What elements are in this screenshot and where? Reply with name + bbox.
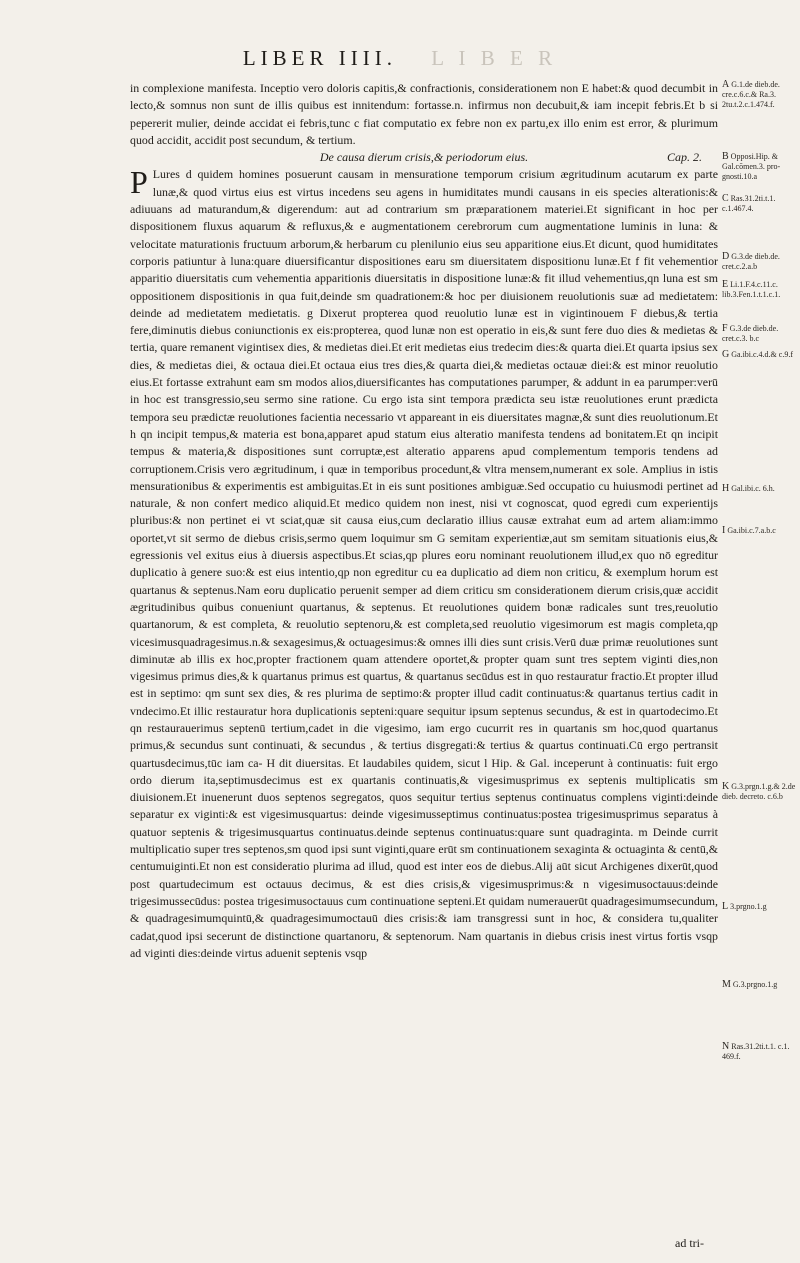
margin-note: E Li.1.F.4.c.11.c. lib.3.Fen.1.t.1.c.1.	[722, 279, 781, 299]
margin-note: N Ras.31.2ti.t.1. c.1. 469.f.	[722, 1041, 790, 1061]
drop-capital: P	[130, 164, 148, 201]
running-title: LIBER IIII.	[242, 46, 397, 70]
margin-note: H Gal.ibi.c. 6.h.	[722, 483, 775, 494]
chapter-number: Cap. 2.	[666, 150, 702, 165]
main-text-column	[130, 80, 718, 962]
page-header	[0, 46, 800, 71]
margin-note: G Ga.ibi.c.4.d.& c.9.f	[722, 349, 793, 360]
margin-note: D G.3.de dieb.de. cret.c.2.a.b	[722, 251, 780, 271]
paragraph-1: in complexione manifesta. Inceptio vero doloris capitis,& confractionis, considerationem non E habet:& quod decumbit in lecto,& somnus non sunt de illis quibus est innitendum: fortasse.n. infirmus non decubuit,& iam incepit febris.Et b si pepererit mulier, deinde accidat ei febris,tunc c fiat computatio ex febre non ex partu,ex illo enim est error, & plurimum quod accidit, accidit post secundum, & tertium.	[130, 81, 718, 147]
margin-note: I Ga.ibi.c.7.a.b.c	[722, 525, 776, 536]
margin-note: M G.3.prgno.1.g	[722, 979, 778, 990]
bleed-through-title: L I B E R	[431, 46, 558, 70]
margin-note: F G.3.de dieb.de. cret.c.3. b.c	[722, 323, 779, 343]
margin-note: L 3.prgno.1.g	[722, 901, 767, 912]
margin-note: B Opposi.Hip. & Gal.cōmen.3. pro- gnosti.10.a	[722, 151, 781, 181]
chapter-title: De causa dierum crisis,& periodorum eius.	[319, 150, 529, 165]
margin-note: K G.3.prgn.1.g.& 2.de dieb. decreto. c.6.b	[722, 781, 796, 801]
paragraph-2	[130, 166, 718, 962]
catchword: ad tri-	[675, 1236, 704, 1250]
margin-note: A G.1.de dieb.de. cre.c.6.c.& Ra.3. 2tu.t.2.c.1.474.f.	[722, 79, 780, 109]
chapter-heading	[130, 149, 718, 166]
margin-note: C Ras.31.2ti.t.1. c.1.467.4.	[722, 193, 776, 213]
paragraph-2-text: Lures d quidem homines posuerunt causam in mensuratione temporum crisium ægritudinum acutarum ex parte lunæ,& quod virtus eius est virtus incedens seu agens in humiditates mundi causans in eis species alterationis:& adiuuans ad maturandum,& digerendum: aut ad contrarium sm præparationem materiei.Et significant in hoc per dispositionem fluxus aquarum & refluxus,& e augmentationem cerebrorum cum augmentatione luminis in luna: & velocitate maturationis fructuum arborum,& herbarum cu plenilunio eius seu apparitione eius.Et dicunt, quod humiditates corporis patiuntur à luna:quare diuersificantur dispositiones earu sm diuersitatem dispositionu lunæ.Et f fit vehementior apparitio diuersitatis cum vehementia apparitionis diuersitatis in dispositione lunæ:& fit illud vehementius,qn luna est sm oppositionem dispositionis in qua fuit,deinde sm quadrationem:& hoc per diuisionem reuolutionis suæ ad medietatem: deinde ad medietatem medietatis. g Dixerut propterea quod reuolutio lunæ est in vigintinouem F diebus,& tertia fere,diminutis diebus coniunctionis ex eis:propterea, quod lunæ non est operatio in eis,& sunt fere duo dies & medietas & tertia, quare remanent vigintisex dies, & medietas diei.Et erit medietas eius tredecim dies:& quarta diei.Et quarta ipsius sex dies, & medietas diei, & octaua diei.Et octaua eius tres dies,& quarta diei,& medietas octauæ diei:& est minor reuolutio eius.Et fortasse extrahunt eam sm modos alios,diuersificantes has computationes parumper, & addunt in ea parumper:verū in hoc est transgressio,seu sermo sine ratione. Cu ergo ista sint tempora prædicta seu istæ reuolutiones erunt prædicta tempora seu prædictæ reuolutiones facientia necessario vt appareant in eis diuersitates magnæ,& sunt dies reuolutionum.Et h qn incipit tempus,& materia est bona,apparet apud statum eius alteratio manifesta tendens ad bonitatem.Et qn incipit tempus & materia,& dispositiones sunt corruptæ,est alteratio apparens apud complementum temporis tendens ad corruptionem.Crisis vero ægritudinum, i quæ in temporibus procedunt,& vltra mensem,numerant ex sole. Amplius in istis mensurationibus & experimentis est ambiguitas.Et in eis sunt positiones ambiguæ.Sed occupatio cu huiusmodi pertinet ad naturale, & non confert medico aliquid.Et medico quidem non inest, nisi vt cognoscat, quod egredi cum experientijs pluribus:& non pertinet ei vt sciat,quæ sit causa eius,cum declaratio illius causæ extrahat eum ad artem aliam:immo oportet,vt sit sermo de diebus crisis,sermo quem loquimur sm G semitam experientiæ,aut sm semitam situationis eius,& egressionis vel exitus eius à diuersis aspectibus.Et scias,qp plures eoru nominant reuolutionem illud,ex quo nō egreditur duplicatio à genere suo:& est eius intentio,qp non egreditur cu ea duplicatio ad diem non criticu, & exemplum horum est quartanus & septenus.Nam eoru duplicatio peruenit semper ad diem criticu sm considerationem dierum crisis,quæ accidit ægritudinibus quibus conueniunt quartanus, & septenus. Et reuolutiones quidem bonæ radicales sunt tres,reuolutio quartanorum, & est completa, & reuolutio septenoru,& est completa,sed reuolutio vigesimorum est magis completa,qp vicesimusquadragesimus.n.& sexagesimus,& octuagesimus:& omnes illi dies sunt crisis.Verū duæ primæ reuolutiones sunt diminutæ ab illis ex hoc,propter fractionem quam attendere oportet,& propter quam sunt tres septem viginti dies,non vigesimus primus dies,& k quartanus primus est quartus, & quartanus secūdus est in quo restauratur fractio.Et propter illud est in septimo: qm sunt sex dies, & res plurima de septimo:& propter illud cadit continuatus:& quartanus tertius cadit in vndecimo.Et illic restauratur hora duplicationis septeni:quare sequitur ipsum septenus secundus, & est in quartodecimo.Et qn restaurauerimus septenū tertium,cadet in die vigesimo, iam ergo cucurrit res in quartanis sm hoc,quod quartanus primus,& secundus sunt continuati, & secundus , & tertius disgregati:& tertius & quartus continuati.Cū ergo pertransit quartusdecimus,tūc iam ca- H dit diuersitas. Et laudabiles quidem, sicut l Hip. & Gal. inceperunt à continuatis: fuit ergo ordo dierum ita,septimusdecimus est ex quartanis continuatis,& vigesimusprimus ex septenis multiplicatis sm diuisionem.Et inuenerunt duos septenos segregatos, quos sequitur tertius septenus continuatus complens viginti:deinde separatur ex viginti:& est vigesimusquartus: deinde vigesimusseptimus continuatus:postea trigesimusprimus separatus à quatuor septenis & trigesimusquartus continuatus.deinde septenus continuatus:quare sunt quadraginta. m Deinde currit multiplicatio super tres septenos,sm quod ipsi sunt viginti,quare erūt sm continuationem sexaginta & octuaginta & centū,& centumuiginti.Et non est consideratio plurima ad illud, quod est inter eos de diebus.Alij aūt sicut Archigenes dixerūt,quod post quartudecimum est octauus decimus, & est dies crisis,& vigesimusprimus:& n vigesimusoctauus:deinde trigesimussecūdus: postea trigesimusoctauus cum continuatione septeni.Et quidam numerauerūt quadragesimumsecundum, & quadragesimumquintū,& quadragesimumoctauū dies crisis:& iam transgressi sunt in hoc, & considera tu,qualiter cadat,quod ipsi secerunt de distinctione quartanoru, & septenorum. Nam quartanis in diebus crisis inest virtus fortis vsqp ad viginti dies:deinde virtus aduenit septenis vsqp	[130, 167, 718, 960]
